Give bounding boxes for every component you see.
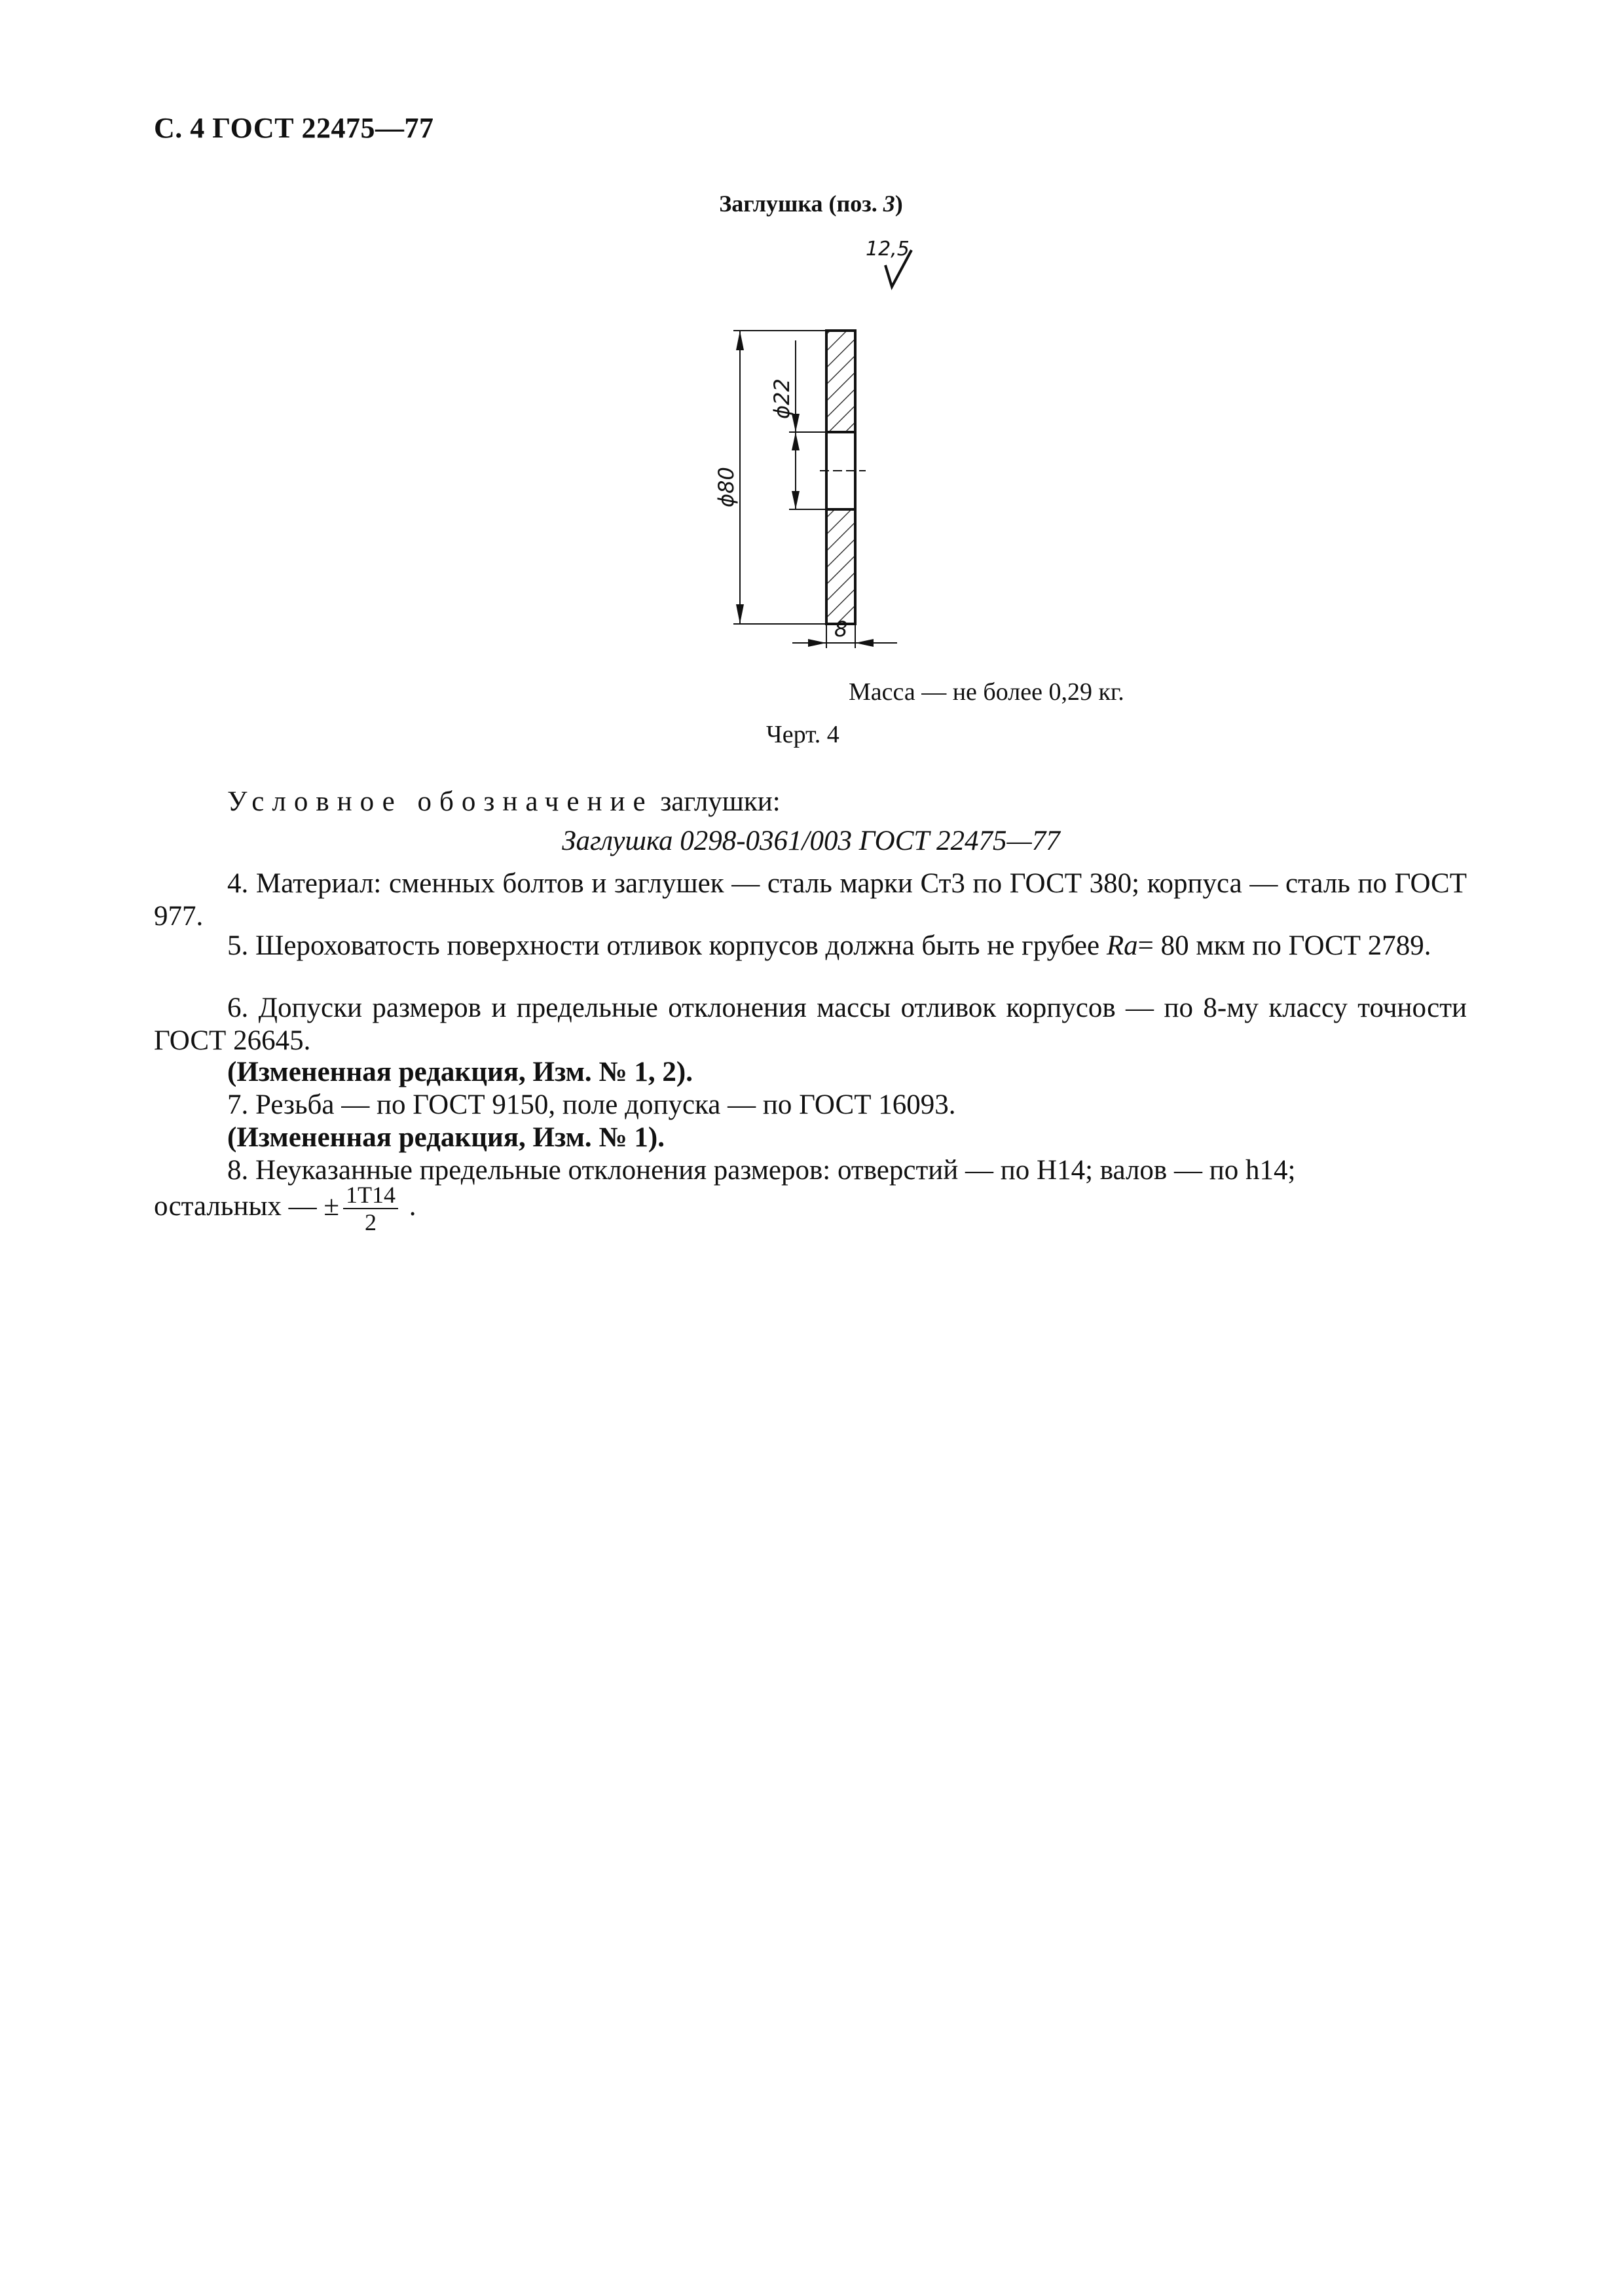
mass-note: Масса — не более 0,29 кг.: [849, 678, 1124, 706]
plug-drawing: [674, 236, 963, 668]
plug-section-top: [826, 331, 855, 432]
item-8: 8. Неуказанные предельные отклонения размеров: отверстий — по H14; валов — по h14;: [227, 1155, 1296, 1186]
figure-caption: Черт. 4: [766, 721, 839, 748]
item-5: [154, 930, 1467, 962]
figure-title-close: ): [894, 191, 903, 217]
designation-heading: [154, 786, 1467, 818]
item-5-ra: Ra: [1106, 930, 1138, 961]
roughness-value: 12,5: [866, 238, 910, 261]
item-8-end: .: [402, 1190, 416, 1222]
revision-note-1: (Измененная редакция, Изм. № 1, 2).: [227, 1057, 693, 1087]
item-8-cont-text: остальных — ±: [154, 1190, 340, 1222]
revision-note-2: (Измененная редакция, Изм. № 1).: [227, 1122, 665, 1153]
designation-label: Условное обозначение: [227, 786, 654, 817]
item-7: 7. Резьба — по ГОСТ 9150, поле допуска — по ГОСТ 16093.: [227, 1089, 956, 1120]
thickness-label: 8: [834, 617, 848, 642]
outer-diameter-label: ϕ80: [714, 467, 739, 507]
item-6: 6. Допуски размеров и предельные отклонения массы отливок корпусов — по 8-му классу точности ГОСТ 26645.: [154, 993, 1467, 1056]
figure-title-main: Заглушка (поз.: [719, 191, 883, 217]
figure-title-pos: 3: [883, 191, 895, 217]
item-5-text: 5. Шероховатость поверхности отливок корпусов должна быть не грубее: [227, 930, 1107, 961]
item-5-text-end: = 80 мкм по ГОСТ 2789.: [1137, 930, 1431, 961]
designation-suffix: заглушки:: [653, 786, 781, 817]
inner-diameter-label: ϕ22: [769, 378, 794, 419]
page-header: С. 4 ГОСТ 22475—77: [154, 112, 434, 144]
tolerance-fraction: [343, 1182, 398, 1235]
item-8-continuation: [154, 1182, 1467, 1235]
fraction-numerator: 1T14: [343, 1182, 398, 1209]
fraction-denominator: 2: [365, 1209, 377, 1235]
item-4: 4. Материал: сменных болтов и заглушек — сталь марки Ст3 по ГОСТ 380; корпуса — сталь по ГОСТ 977.: [154, 868, 1467, 932]
figure-title: [0, 190, 1622, 217]
plug-section-bottom: [826, 509, 855, 624]
designation-example: Заглушка 0298-0361/003 ГОСТ 22475—77: [562, 826, 1060, 856]
